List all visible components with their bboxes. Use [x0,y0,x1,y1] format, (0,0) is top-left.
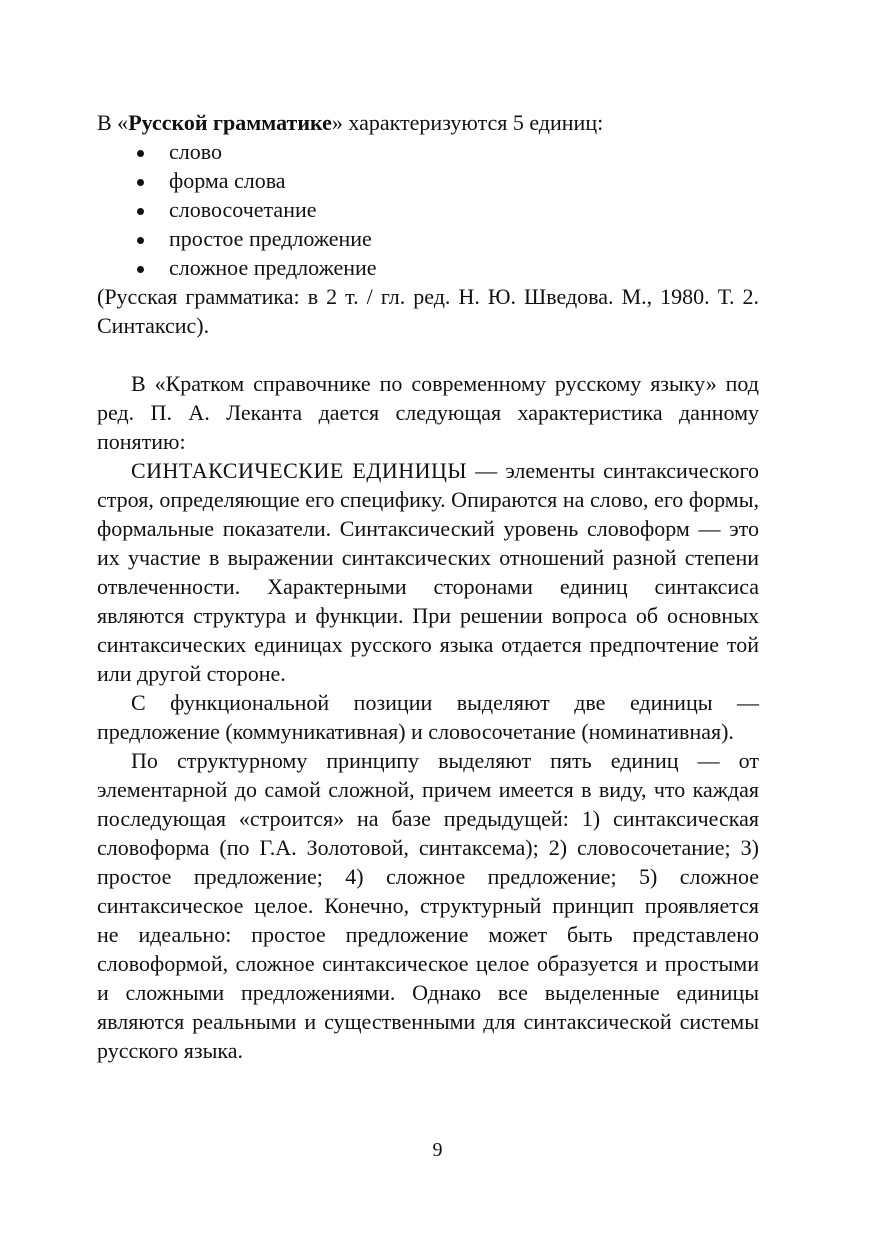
citation: (Русская грамматика: в 2 т. / гл. ред. Н. Ю. Шведова. М., 1980. Т. 2. Синтаксис). [97,284,759,338]
structural-paragraph: По структурному принципу выделяют пять единиц — от элементарной до самой сложной, причем имеется в виду, что каждая последующая «строится» на базе предыдущей: 1) синтаксическая словоформа (по Г.А. Золотовой, синтаксема); 2) словосочетание; 3) простое предложение; 4) сложное предложение; 5) сложное синтаксическое целое. Конечно, структурный принцип проявляется не идеально: простое предложение может быть представлено словоформой, сложное синтаксическое целое образуется и простыми и сложными предложениями. Однако все выделенные единицы являются реальными и существенными для синтаксической системы русского языка. [97,748,759,1063]
bullet-icon [137,253,147,282]
intro-suffix: » характеризуются 5 единиц: [331,110,604,135]
intro-paragraph [97,108,759,137]
intro-prefix: В « [97,110,129,135]
list-item [97,137,759,166]
functional-paragraph: С функциональной позиции выделяют две единицы — предложение (коммуникативная) и словосочетание (номинативная). [97,690,759,744]
list-item [97,224,759,253]
bullet-icon [137,137,147,166]
list-item-label: простое предложение [169,226,372,251]
list-item [97,166,759,195]
definition-paragraph [97,456,759,688]
list-item [97,195,759,224]
list-item-label: форма слова [169,168,286,193]
book-title: Русской грамматике [128,110,332,135]
list-item-label: слово [169,139,222,164]
list-item-label: словосочетание [169,197,317,222]
bullet-icon [137,195,147,224]
page-number: 9 [432,1139,443,1161]
units-list [97,137,759,282]
list-item-label: сложное предложение [169,255,377,280]
definition-text: — элементы синтаксического строя, определяющие его специфику. Опираются на слово, его формы, формальные показатели. Синтаксический уровень словоформ — это их участие в выражении синтаксических отношений разной степени отвлеченности. Характерными сторонами единиц синтаксиса являются структура и функции. При решении вопроса об основных синтаксических единицах русского языка отдается предпочтение той или другой стороне. [97,458,759,686]
list-item [97,253,759,282]
bullet-icon [137,166,147,195]
handbook-intro-paragraph: В «Кратком справочнике по современному русскому языку» под ред. П. А. Леканта дается следующая характеристика данному понятию: [97,371,759,454]
bullet-icon [137,224,147,253]
definition-term: СИНТАКСИЧЕСКИЕ ЕДИНИЦЫ [131,458,468,483]
paragraph-spacer [97,340,759,369]
page-body [97,108,759,1065]
